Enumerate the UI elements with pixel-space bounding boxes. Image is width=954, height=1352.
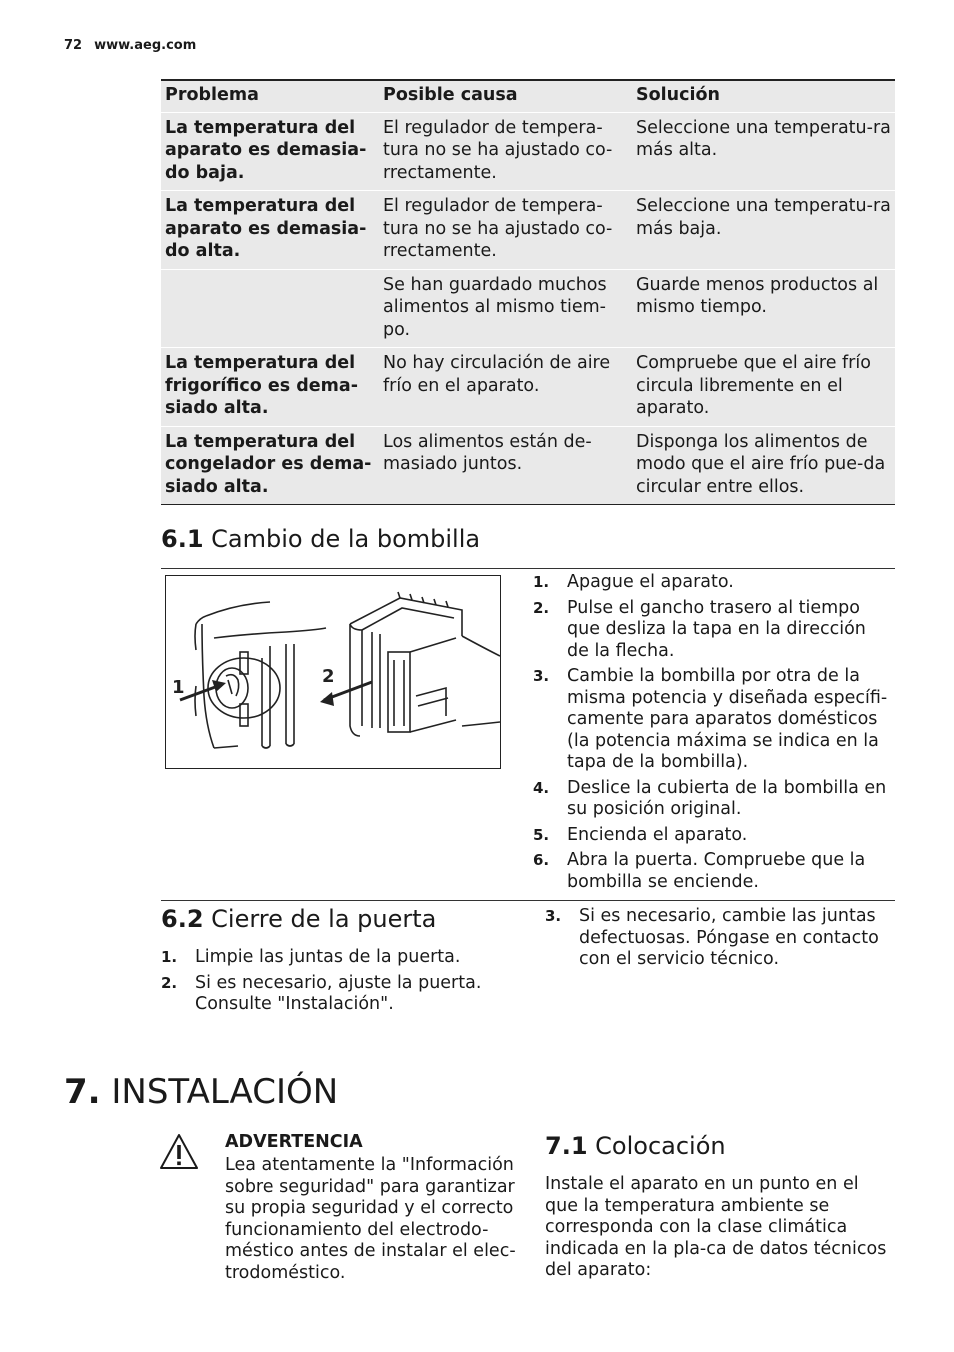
solution-cell: Guarde menos productos al mismo tiempo.: [632, 269, 895, 348]
section-title: Cambio de la bombilla: [211, 525, 481, 553]
section-number: 6.2: [161, 905, 204, 933]
solution-cell: Compruebe que el aire frío circula libremente en el aparato.: [632, 348, 895, 427]
warning-triangle-icon: [158, 1132, 200, 1172]
cause-cell: El regulador de tempera-tura no se ha ajustado co-rrectamente.: [379, 191, 632, 270]
door-steps-list: [161, 947, 491, 1020]
table-row: [161, 191, 895, 270]
bulb-replacement-figure: [165, 575, 501, 769]
table-row: [161, 348, 895, 427]
step-number: 1.: [533, 573, 550, 591]
section-number: 7.1: [545, 1132, 588, 1160]
step-number: 6.: [533, 851, 550, 869]
cause-cell: Los alimentos están de-masiado juntos.: [379, 426, 632, 505]
step-text: Apague el aparato.: [567, 572, 734, 592]
step-text: Si es necesario, cambie las juntas defectuosas. Póngase en contacto con el servicio técnico.: [579, 906, 879, 969]
step-text: Encienda el aparato.: [567, 824, 748, 845]
list-item: [533, 598, 888, 663]
page-number: 72: [64, 38, 83, 53]
figure-label-2: 2: [322, 666, 335, 687]
warning-text: Lea atentamente la "Información sobre seguridad" para garantizar su propia seguridad y el correcto funcionamiento del electrodo-méstico antes de instalar el elec-trodoméstico.: [225, 1155, 516, 1283]
bulb-steps-list: [533, 572, 888, 897]
header-posible-causa: Posible causa: [379, 80, 632, 112]
solution-cell: Seleccione una temperatu-ra más baja.: [632, 191, 895, 270]
solution-cell: Seleccione una temperatu-ra más alta.: [632, 112, 895, 191]
problem-cell: La temperatura del frigorífico es dema-siado alta.: [161, 348, 379, 427]
section-title: Cierre de la puerta: [211, 905, 437, 933]
figure-label-1: 1: [172, 677, 185, 698]
step-number: 1.: [161, 948, 178, 966]
table-row: [161, 269, 895, 348]
section-7-1-heading: [545, 1132, 726, 1160]
section-number: 6.1: [161, 525, 204, 553]
table-header-row: [161, 80, 895, 112]
arrow-2-head-icon: [320, 692, 334, 706]
step-text: Abra la puerta. Compruebe que la bombilla se enciende.: [567, 850, 866, 892]
list-item: [533, 666, 888, 774]
step-number: 2.: [161, 973, 178, 992]
site-url: www.aeg.com: [94, 38, 197, 53]
section-6-1-heading: [161, 525, 480, 553]
cause-cell: Se han guardado muchos alimentos al mismo tiem-po.: [379, 269, 632, 348]
table-row: [161, 112, 895, 191]
step-number: 3.: [533, 667, 550, 685]
bulb-cover-illustration: [166, 576, 500, 768]
step-text: Cambie la bombilla por otra de la misma potencia y diseñada específi-camente para aparatos domésticos (la potencia máxima se indica en la tapa de la bombilla).: [567, 666, 888, 772]
table-row: [161, 426, 895, 505]
solution-cell: Disponga los alimentos de modo que el aire frío pue-da circular entre ellos.: [632, 426, 895, 505]
chapter-title: INSTALACIÓN: [111, 1072, 339, 1112]
problem-cell: [161, 269, 379, 348]
problem-cell: La temperatura del aparato es demasia-do baja.: [161, 112, 379, 191]
cause-cell: El regulador de tempera-tura no se ha ajustado co-rrectamente.: [379, 112, 632, 191]
list-item: [533, 825, 888, 847]
list-item: [533, 572, 888, 594]
list-item: [545, 906, 890, 971]
step-number: 4.: [533, 778, 550, 797]
section-divider: [161, 568, 895, 569]
list-item: [161, 947, 491, 969]
arrow-1-head-icon: [212, 680, 226, 692]
header-problema: Problema: [161, 80, 379, 112]
step-number: 3.: [545, 907, 562, 925]
chapter-number: 7.: [64, 1072, 101, 1112]
step-text: Pulse el gancho trasero al tiempo que desliza la tapa en la dirección de la flecha.: [567, 597, 866, 661]
section-7-1-text: Instale el aparato en un punto en el que la temperatura ambiente se corresponda con la clase climática indicada en la pla-ca de datos técnicos del aparato:: [545, 1174, 887, 1280]
list-item: [161, 973, 491, 1016]
problem-cell: La temperatura del aparato es demasia-do alta.: [161, 191, 379, 270]
chapter-7-heading: [64, 1072, 338, 1112]
page-header: [64, 38, 196, 53]
section-6-2-heading: [161, 905, 436, 933]
step-text: Si es necesario, ajuste la puerta. Consulte "Instalación".: [195, 972, 482, 1014]
list-item: [533, 850, 888, 893]
header-solucion: Solución: [632, 80, 895, 112]
step-number: 2.: [533, 598, 550, 617]
step-text: Limpie las juntas de la puerta.: [195, 947, 461, 967]
step-text: Deslice la cubierta de la bombilla en su posición original.: [567, 777, 887, 819]
door-steps-list-continued: [545, 906, 890, 975]
warning-title: ADVERTENCIA: [225, 1132, 363, 1152]
section-divider: [161, 900, 895, 901]
list-item: [533, 778, 888, 821]
troubleshooting-table: [161, 79, 895, 505]
section-title: Colocación: [595, 1132, 726, 1160]
cause-cell: No hay circulación de aire frío en el aparato.: [379, 348, 632, 427]
problem-cell: La temperatura del congelador es dema-siado alta.: [161, 426, 379, 505]
step-number: 5.: [533, 825, 550, 844]
